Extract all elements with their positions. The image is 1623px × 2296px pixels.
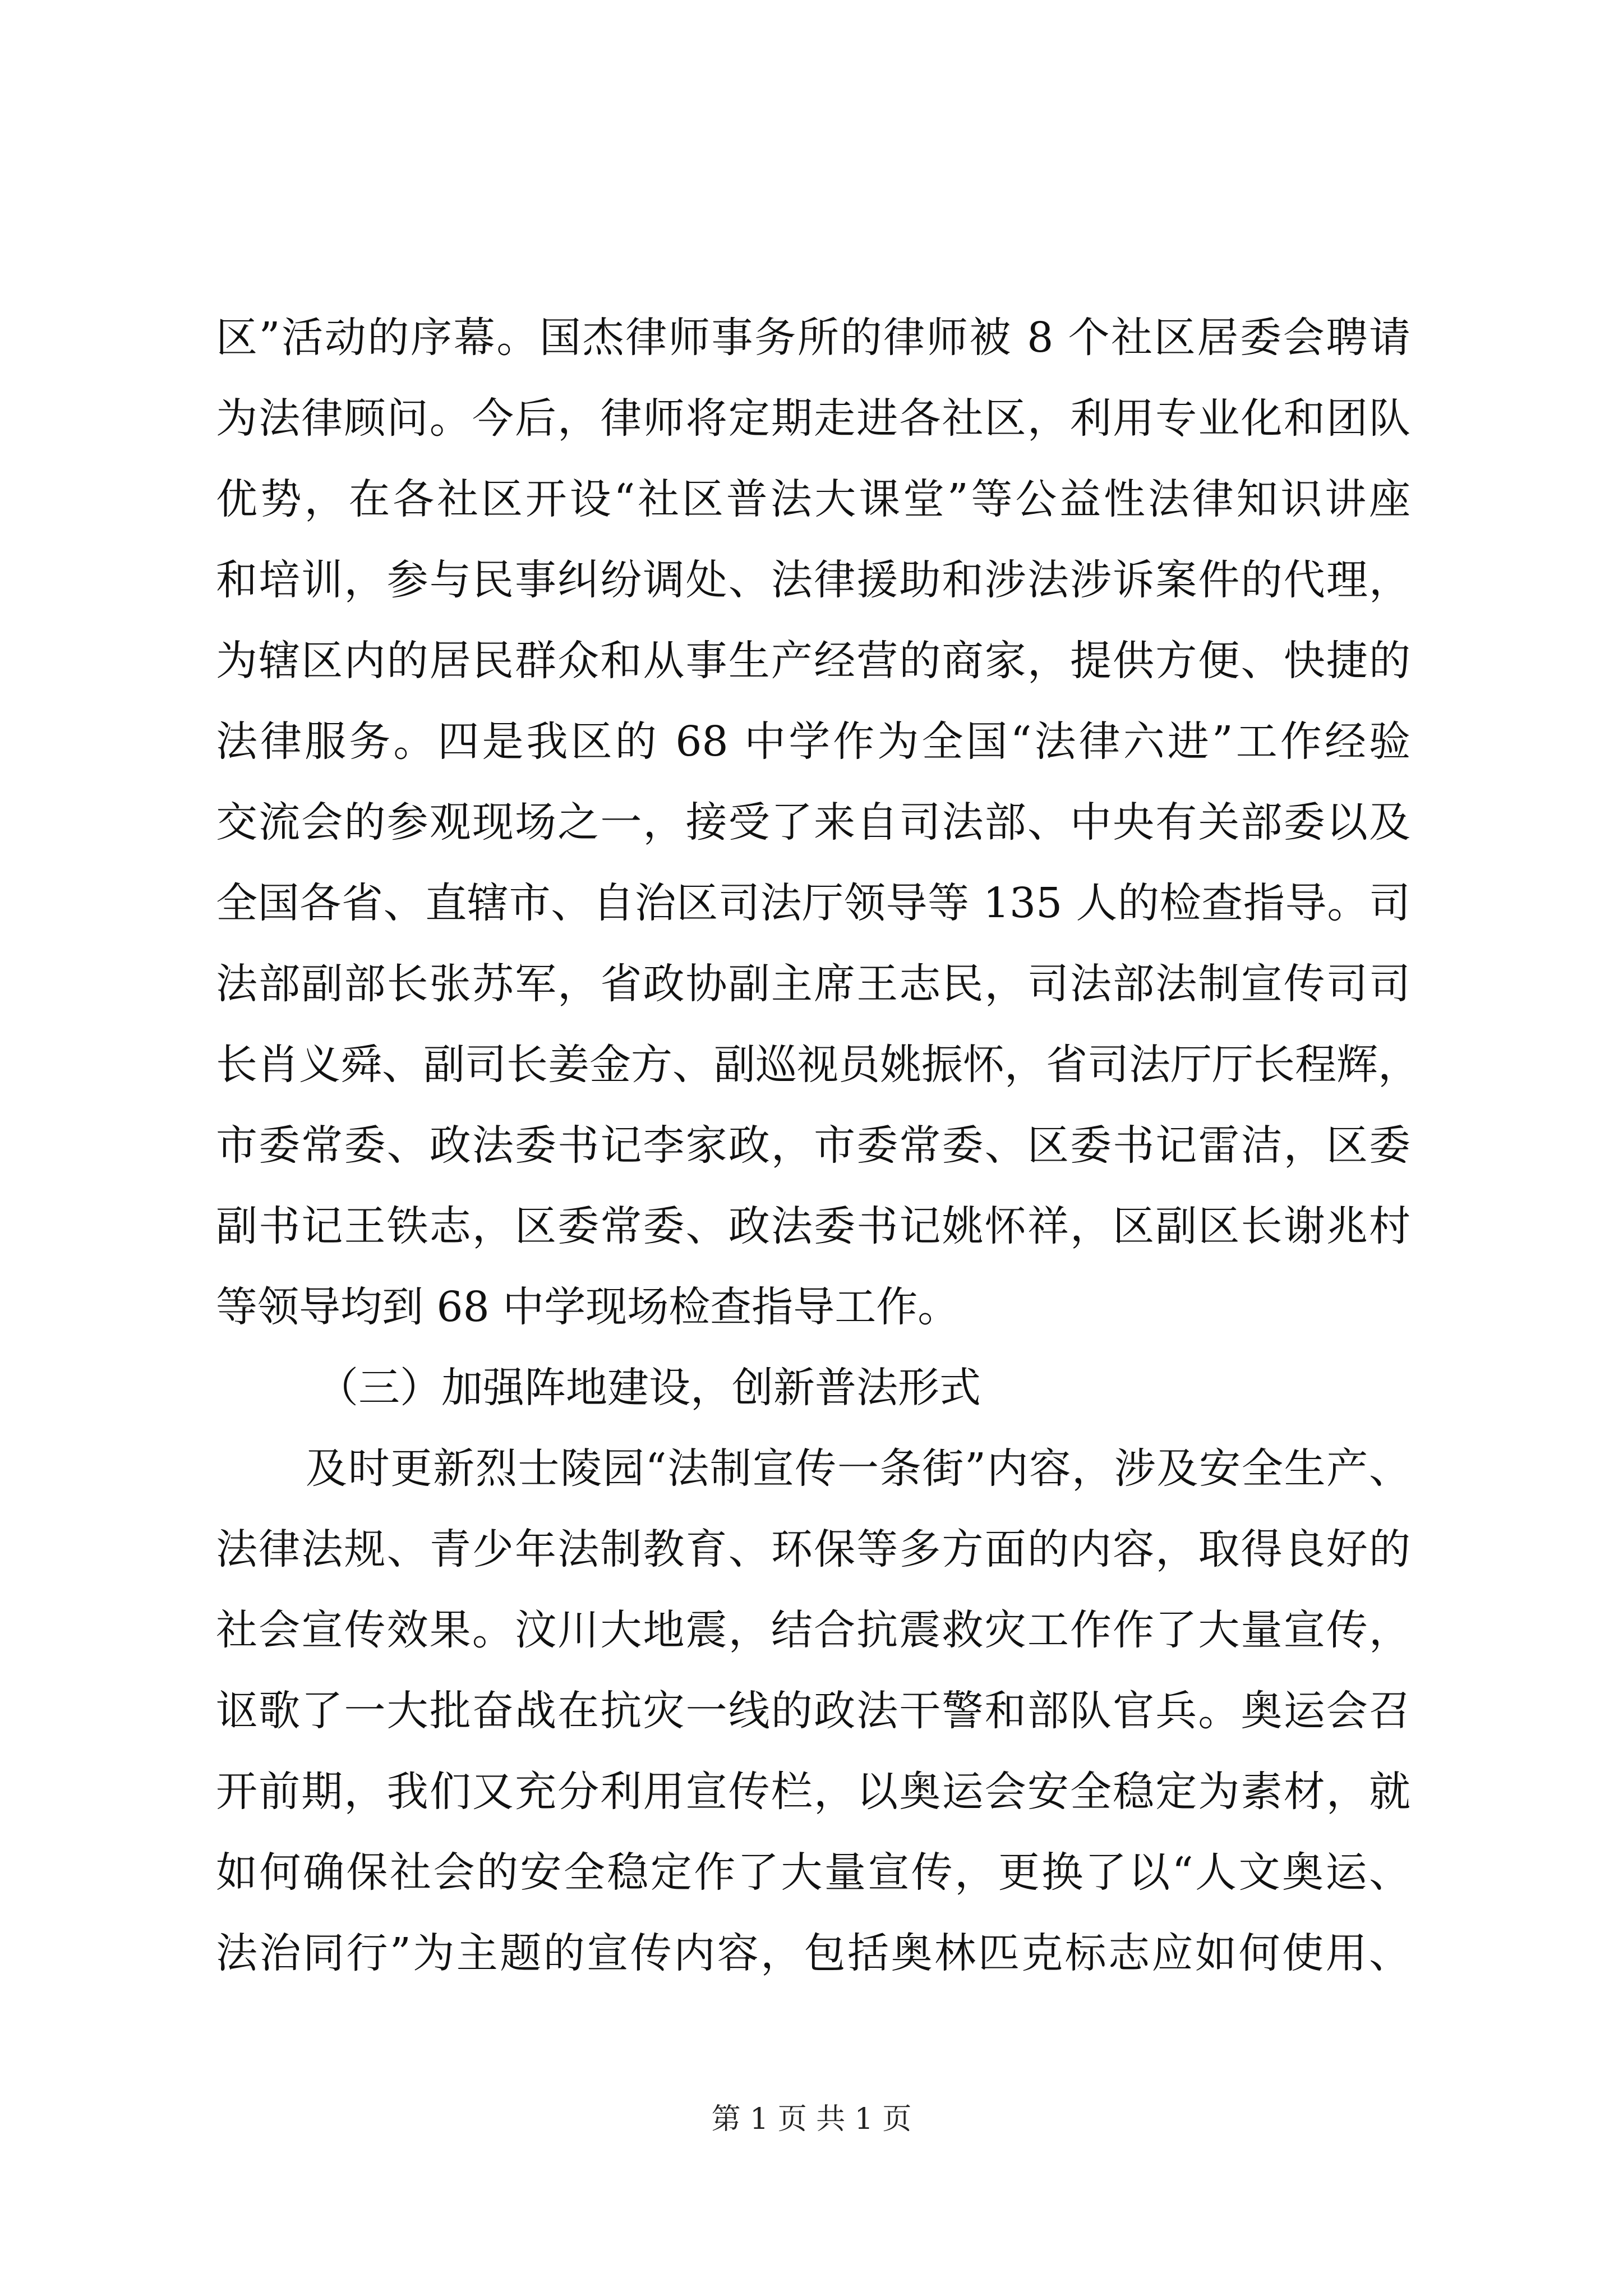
text-line: 区”活动的序幕。国杰律师事务所的律师被 8 个社区居委会聘请: [216, 314, 1410, 362]
text-line: 全国各省、直辖市、自治区司法厅领导等 135 人的检查指导。司: [216, 879, 1410, 927]
text-line: 法部副部长张苏军，省政协副主席王志民，司法部法制宣传司司: [216, 960, 1410, 1008]
text-line: 为辖区内的居民群众和从事生产经营的商家，提供方便、快捷的: [216, 637, 1410, 685]
text-line: 开前期，我们又充分利用宣传栏，以奥运会安全稳定为素材，就: [216, 1768, 1410, 1816]
text-line: 交流会的参观现场之一，接受了来自司法部、中央有关部委以及: [216, 798, 1410, 846]
text-line: 如何确保社会的安全稳定作了大量宣传，更换了以“人文奥运、: [216, 1848, 1410, 1897]
text-line: 副书记王铁志，区委常委、政法委书记姚怀祥，区副区长谢兆村: [216, 1202, 1410, 1250]
text-line: 长肖义舜、副司长姜金方、副巡视员姚振怀，省司法厅厅长程辉，: [216, 1041, 1419, 1089]
page-footer: 第 1 页 共 1 页: [711, 2102, 912, 2136]
section-heading: （三）加强阵地建设，创新普法形式: [317, 1364, 981, 1412]
text-line: 和培训，参与民事纠纷调处、法律援助和涉法涉诉案件的代理，: [216, 556, 1410, 604]
text-line: 法治同行”为主题的宣传内容，包括奥林匹克标志应如何使用、: [216, 1929, 1410, 1977]
text-line: 及时更新烈士陵园“法制宣传一条街”内容，涉及安全生产、: [306, 1444, 1410, 1493]
text-line: 为法律顾问。今后，律师将定期走进各社区，利用专业化和团队: [216, 394, 1410, 443]
text-line: 等领导均到 68 中学现场检查指导工作。: [216, 1283, 960, 1331]
body-text: [216, 297, 1419, 1994]
text-line: 法律服务。四是我区的 68 中学作为全国“法律六进”工作经验: [216, 717, 1410, 766]
text-line: 法律法规、青少年法制教育、环保等多方面的内容，取得良好的: [216, 1525, 1410, 1573]
text-line: 社会宣传效果。汶川大地震，结合抗震救灾工作作了大量宣传，: [216, 1606, 1410, 1654]
text-line: 优势，在各社区开设“社区普法大课堂”等公益性法律知识讲座: [216, 475, 1410, 523]
text-line: 讴歌了一大批奋战在抗灾一线的政法干警和部队官兵。奥运会召: [216, 1687, 1410, 1735]
text-line: 市委常委、政法委书记李家政，市委常委、区委书记雷洁，区委: [216, 1121, 1410, 1170]
